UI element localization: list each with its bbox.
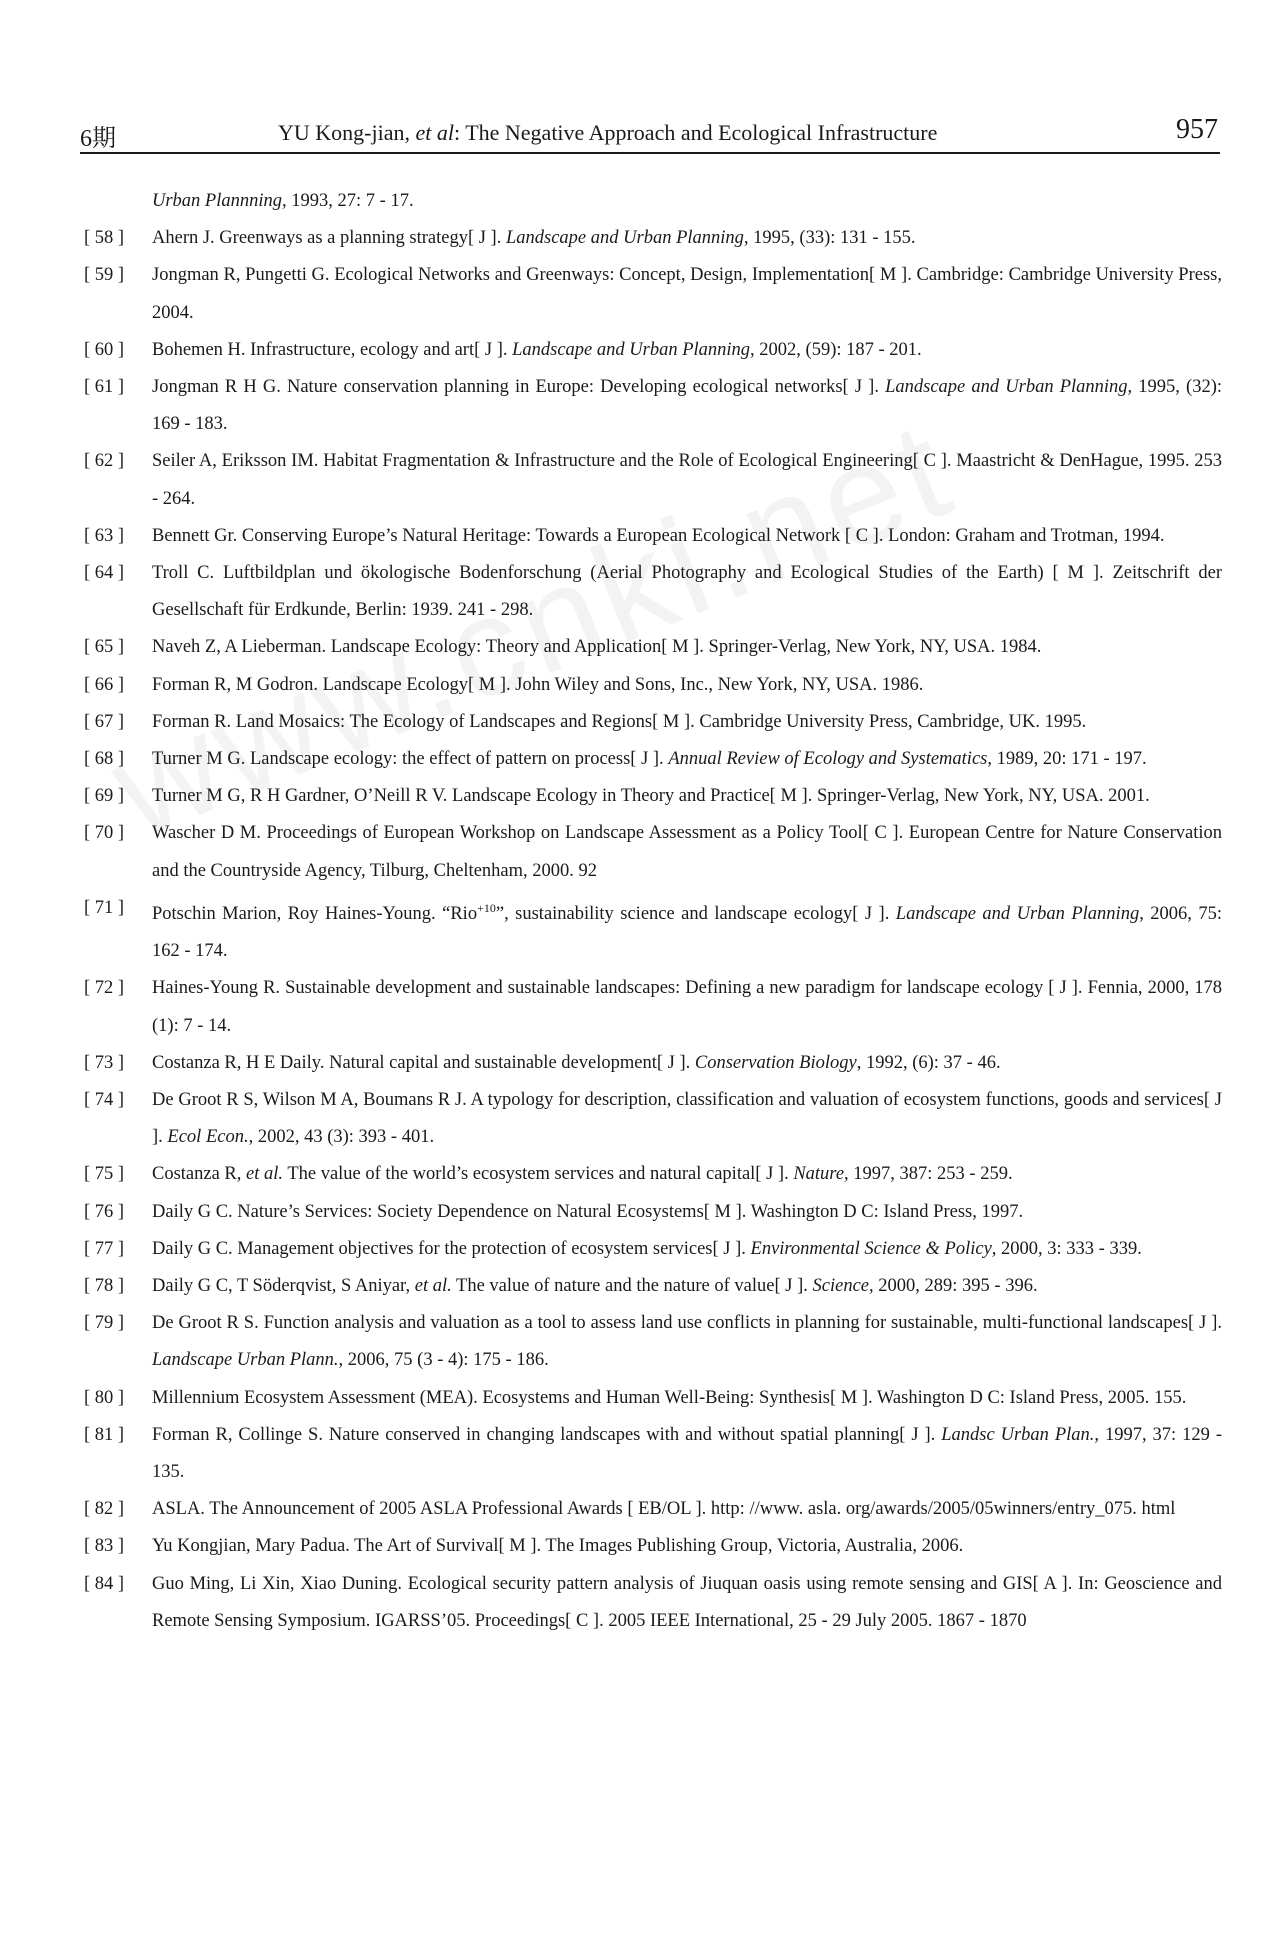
text-segment: The value of the world’s ecosystem services and natural capital[ J ].	[283, 1164, 794, 1185]
reference-number: [ 72 ]	[84, 978, 125, 999]
text-segment: Costanza R, H E Daily. Natural capital and sustainable development[ J ].	[152, 1052, 695, 1073]
reference-number: [ 78 ]	[84, 1276, 125, 1297]
text-segment: , 1995, (33): 131 - 155.	[743, 228, 916, 249]
reference-item	[0, 1268, 1269, 1305]
text-segment: ASLA. The Announcement of 2005 ASLA Professional Awards [ EB/OL ]. http: //www. asla. org/awards/2005/05winners/entry_075. html	[152, 1499, 1176, 1520]
reference-number: [ 62 ]	[84, 451, 125, 472]
reference-text	[152, 1491, 1222, 1528]
reference-item	[0, 890, 1269, 971]
reference-item	[0, 704, 1269, 741]
issue-number: 6期	[80, 126, 116, 152]
reference-item	[0, 220, 1269, 257]
text-segment: , 1993, 27: 7 - 17.	[282, 191, 414, 211]
reference-item	[0, 1156, 1269, 1193]
reference-text	[152, 555, 1222, 629]
text-segment: , 2006, 75 (3 - 4): 175 - 186.	[338, 1350, 549, 1371]
text-segment: Potschin Marion, Roy Haines-Young. “Rio	[152, 904, 478, 925]
italic-segment: Landscape Urban Plann.	[152, 1350, 339, 1371]
text-segment: , 1997, 37: 129 - 135.	[152, 1424, 1222, 1483]
text-segment: , 2000, 3: 333 - 339.	[991, 1238, 1142, 1259]
italic-segment: Landsc Urban Plan.	[941, 1424, 1095, 1445]
italic-segment: Annual Review of Ecology and Systematics	[668, 749, 988, 770]
reference-number: [ 73 ]	[84, 1052, 125, 1073]
reference-text	[152, 1156, 1222, 1193]
italic-segment: Environmental Science & Policy	[750, 1238, 992, 1259]
reference-number: [ 58 ]	[84, 228, 125, 249]
reference-number: [ 82 ]	[84, 1499, 125, 1520]
text-segment: De Groot R S. Function analysis and valuation as a tool to assess land use conflicts in planning for sustainable, multi-functional landscapes[ J ].	[152, 1313, 1222, 1334]
text-segment: Millennium Ecosystem Assessment (MEA). Ecosystems and Human Well-Being: Synthesis[ M ]. Washington D C: Island Press, 2005. 155.	[152, 1387, 1187, 1408]
reference-number: [ 84 ]	[84, 1573, 125, 1594]
text-segment: Haines-Young R. Sustainable development and sustainable landscapes: Defining a new paradigm for landscape ecology [ J ]. Fennia, 2000, 178 (1): 7 - 14.	[152, 978, 1222, 1036]
reference-item	[0, 741, 1269, 778]
reference-number: [ 67 ]	[84, 711, 125, 732]
reference-number: [ 69 ]	[84, 786, 125, 807]
reference-number: [ 66 ]	[84, 674, 125, 695]
reference-text	[152, 220, 1222, 257]
text-segment: ”, sustainability science and landscape ecology[ J ].	[495, 904, 896, 925]
italic-segment: Landscape and Urban Planning	[885, 377, 1128, 398]
running-title-author: YU Kong-jian,	[278, 120, 410, 145]
reference-item	[0, 369, 1269, 443]
text-segment: Turner M G, R H Gardner, O’Neill R V. Landscape Ecology in Theory and Practice[ M ]. Springer-Verlag, New York, NY, USA. 2001.	[152, 786, 1150, 807]
reference-text	[152, 815, 1222, 889]
text-segment: Troll C. Luftbildplan und ökologische Bodenforschung (Aerial Photography and Ecological Studies of the Earth) [ M ]. Zeitschrift der Gesellschaft für Erdkunde, Berlin: 1939. 241 - 298.	[152, 563, 1222, 621]
reference-text	[152, 741, 1222, 778]
reference-text	[152, 1231, 1222, 1268]
reference-list	[0, 183, 1269, 1640]
reference-text	[152, 1305, 1222, 1379]
reference-item	[0, 555, 1269, 629]
text-segment: Bennett Gr. Conserving Europe’s Natural Heritage: Towards a European Ecological Network [ C ]. London: Graham and Trotman, 1994.	[152, 525, 1165, 546]
text-segment: De Groot R S, Wilson M A, Boumans R J. A typology for description, classification and valuation of ecosystem functions, goods and services[ J ].	[152, 1090, 1222, 1148]
text-segment: Wascher D M. Proceedings of European Workshop on Landscape Assessment as a Policy Tool[ C ]. European Centre for Nature Conservation and the Countryside Agency, Tilburg, Cheltenham, 2000. 92	[152, 823, 1222, 881]
reference-text	[152, 890, 1222, 971]
text-segment: Seiler A, Eriksson IM. Habitat Fragmentation & Infrastructure and the Role of Ecological Engineering[ C ]. Maastricht & DenHague, 1995. 253 - 264.	[152, 451, 1222, 509]
reference-item	[0, 257, 1269, 331]
text-segment: Jongman R H G. Nature conservation planning in Europe: Developing ecological networks[ J ].	[152, 377, 886, 398]
reference-text	[152, 1194, 1222, 1231]
text-segment: Ahern J. Greenways as a planning strategy[ J ].	[152, 228, 506, 249]
reference-item	[0, 1417, 1269, 1491]
reference-item	[0, 1528, 1269, 1565]
text-segment: , 2002, (59): 187 - 201.	[750, 339, 922, 360]
reference-item	[0, 1194, 1269, 1231]
text-segment: Daily G C. Nature’s Services: Society Dependence on Natural Ecosystems[ M ]. Washington D C: Island Press, 1997.	[152, 1201, 1024, 1222]
running-title-etal: et al	[415, 120, 454, 145]
reference-item	[0, 1082, 1269, 1156]
reference-text	[152, 369, 1222, 443]
reference-number: [ 81 ]	[84, 1424, 125, 1445]
reference-text	[152, 443, 1222, 517]
italic-segment: Urban Plannning	[152, 191, 283, 211]
reference-item	[0, 1305, 1269, 1379]
reference-item	[0, 443, 1269, 517]
text-segment: , 2002, 43 (3): 393 - 401.	[248, 1127, 435, 1148]
reference-number: [ 61 ]	[84, 377, 125, 398]
reference-number: [ 83 ]	[84, 1536, 125, 1557]
reference-text	[152, 1268, 1222, 1305]
reference-continuation	[0, 183, 1269, 220]
reference-text	[152, 518, 1222, 555]
reference-text	[152, 667, 1222, 704]
reference-number: [ 70 ]	[84, 823, 125, 844]
text-segment: , 1995, (32): 169 - 183.	[152, 377, 1222, 435]
reference-text	[152, 704, 1222, 741]
text-segment: Forman R, M Godron. Landscape Ecology[ M ]. John Wiley and Sons, Inc., New York, NY, USA. 1986.	[152, 674, 924, 695]
reference-number: [ 79 ]	[84, 1313, 125, 1334]
italic-segment: et al.	[414, 1276, 452, 1297]
text-segment: , 2000, 289: 395 - 396.	[869, 1276, 1038, 1297]
text-segment: Turner M G. Landscape ecology: the effect of pattern on process[ J ].	[152, 749, 669, 770]
reference-item	[0, 1491, 1269, 1528]
reference-number: [ 77 ]	[84, 1238, 125, 1259]
italic-segment: Science	[812, 1276, 870, 1297]
italic-segment: Nature	[793, 1164, 845, 1185]
text-segment: , 1989, 20: 171 - 197.	[987, 749, 1147, 770]
reference-text	[152, 1417, 1222, 1491]
reference-item	[0, 1380, 1269, 1417]
reference-number: [ 74 ]	[84, 1090, 125, 1111]
reference-number: [ 80 ]	[84, 1387, 125, 1408]
reference-text	[152, 332, 1222, 369]
reference-number: [ 65 ]	[84, 637, 125, 658]
reference-text	[152, 1082, 1222, 1156]
text-segment: , 1997, 387: 253 - 259.	[844, 1164, 1013, 1185]
italic-segment: Ecol Econ.	[167, 1127, 249, 1148]
running-header	[80, 112, 1220, 154]
reference-number: [ 63 ]	[84, 525, 125, 546]
reference-text	[152, 629, 1222, 666]
italic-segment: Landscape and Urban Planning	[505, 228, 744, 249]
italic-segment: Landscape and Urban Planning	[512, 339, 751, 360]
reference-item	[0, 518, 1269, 555]
superscript: +10	[477, 900, 496, 915]
reference-number: [ 64 ]	[84, 563, 125, 584]
reference-number: [ 60 ]	[84, 339, 125, 360]
running-title-text: : The Negative Approach and Ecological Infrastructure	[453, 120, 938, 145]
reference-item	[0, 629, 1269, 666]
text-segment: Guo Ming, Li Xin, Xiao Duning. Ecological security pattern analysis of Jiuquan oasis using remote sensing and GIS[ A ]. In: Geoscience and Remote Sensing Symposium. IGARSS’05. Proceedings[ C ]. 2005 IEEE International, 25 - 29 July 2005. 1867 - 1870	[152, 1573, 1222, 1631]
reference-number: [ 75 ]	[84, 1164, 125, 1185]
reference-continuation-text	[152, 183, 1222, 220]
reference-item	[0, 970, 1269, 1044]
text-segment: Naveh Z, A Lieberman. Landscape Ecology: Theory and Application[ M ]. Springer-Verlag, New York, NY, USA. 1984.	[152, 637, 1042, 658]
text-segment: The value of nature and the nature of value[ J ].	[451, 1276, 813, 1297]
italic-segment: et al.	[246, 1164, 284, 1185]
reference-item	[0, 815, 1269, 889]
reference-text	[152, 970, 1222, 1044]
text-segment: , 1992, (6): 37 - 46.	[856, 1052, 1001, 1073]
text-segment: Jongman R, Pungetti G. Ecological Networks and Greenways: Concept, Design, Implementation[ M ]. Cambridge: Cambridge University Press, 2004.	[152, 265, 1222, 323]
reference-number: [ 68 ]	[84, 749, 125, 770]
text-segment: Forman R. Land Mosaics: The Ecology of Landscapes and Regions[ M ]. Cambridge University Press, Cambridge, UK. 1995.	[152, 711, 1087, 732]
reference-text	[152, 257, 1222, 331]
reference-number: [ 59 ]	[84, 265, 125, 286]
reference-item	[0, 332, 1269, 369]
text-segment: Forman R, Collinge S. Nature conserved in changing landscapes with and without spatial planning[ J ].	[152, 1424, 942, 1445]
reference-text	[152, 1380, 1222, 1417]
text-segment: Costanza R,	[152, 1164, 247, 1185]
reference-text	[152, 1045, 1222, 1082]
page-number: 957	[1176, 114, 1218, 145]
running-title	[278, 120, 937, 146]
reference-item	[0, 1231, 1269, 1268]
italic-segment: Conservation Biology	[694, 1052, 857, 1073]
reference-item	[0, 1566, 1269, 1640]
text-segment: Bohemen H. Infrastructure, ecology and art[ J ].	[152, 339, 513, 360]
reference-item	[0, 778, 1269, 815]
text-segment: , 2006, 75: 162 - 174.	[152, 904, 1222, 962]
reference-text	[152, 1528, 1222, 1565]
text-segment: Daily G C, T Söderqvist, S Aniyar,	[152, 1276, 415, 1297]
italic-segment: Landscape and Urban Planning	[895, 904, 1140, 925]
text-segment: Daily G C. Management objectives for the protection of ecosystem services[ J ].	[152, 1238, 751, 1259]
reference-text	[152, 1566, 1222, 1640]
reference-number: [ 76 ]	[84, 1201, 125, 1222]
reference-text	[152, 778, 1222, 815]
reference-number: [ 71 ]	[84, 897, 125, 918]
reference-item	[0, 667, 1269, 704]
text-segment: Yu Kongjian, Mary Padua. The Art of Survival[ M ]. The Images Publishing Group, Victoria, Australia, 2006.	[152, 1536, 964, 1557]
reference-item	[0, 1045, 1269, 1082]
